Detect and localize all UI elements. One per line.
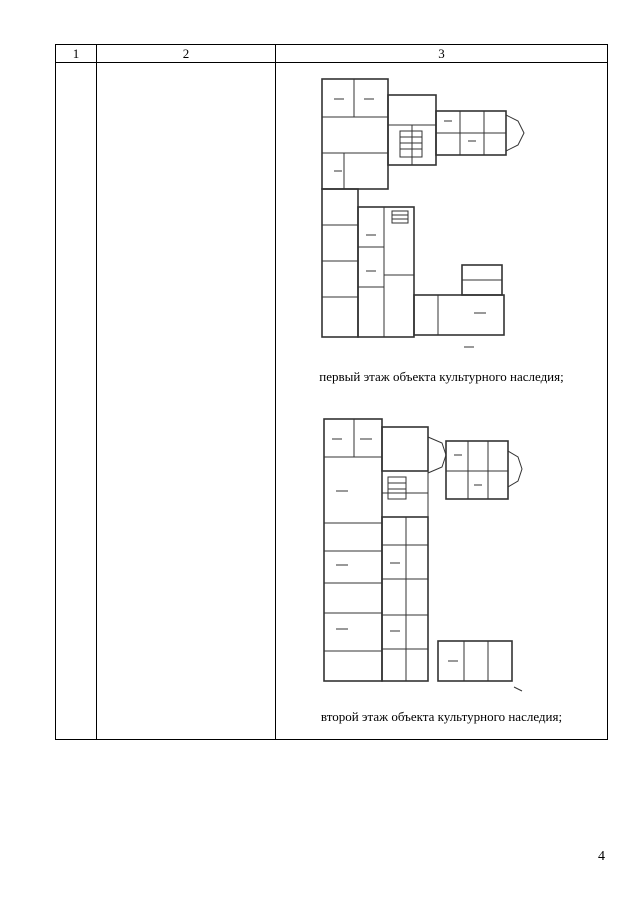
first-floor-caption: первый этаж объекта культурного наследия; bbox=[319, 369, 564, 384]
first-floor-plan-image bbox=[314, 75, 534, 350]
document-table bbox=[55, 44, 608, 740]
header-row-divider bbox=[56, 62, 607, 63]
page-number: 4 bbox=[598, 849, 605, 864]
second-floor-plan-image bbox=[318, 415, 528, 695]
column-divider-2 bbox=[275, 45, 276, 739]
column-header-2: 2 bbox=[182, 46, 190, 61]
column-divider-1 bbox=[96, 45, 97, 739]
column-header-3: 3 bbox=[438, 46, 445, 61]
column-header-1: 1 bbox=[72, 46, 80, 61]
second-floor-caption: второй этаж объекта культурного наследия; bbox=[320, 709, 563, 724]
